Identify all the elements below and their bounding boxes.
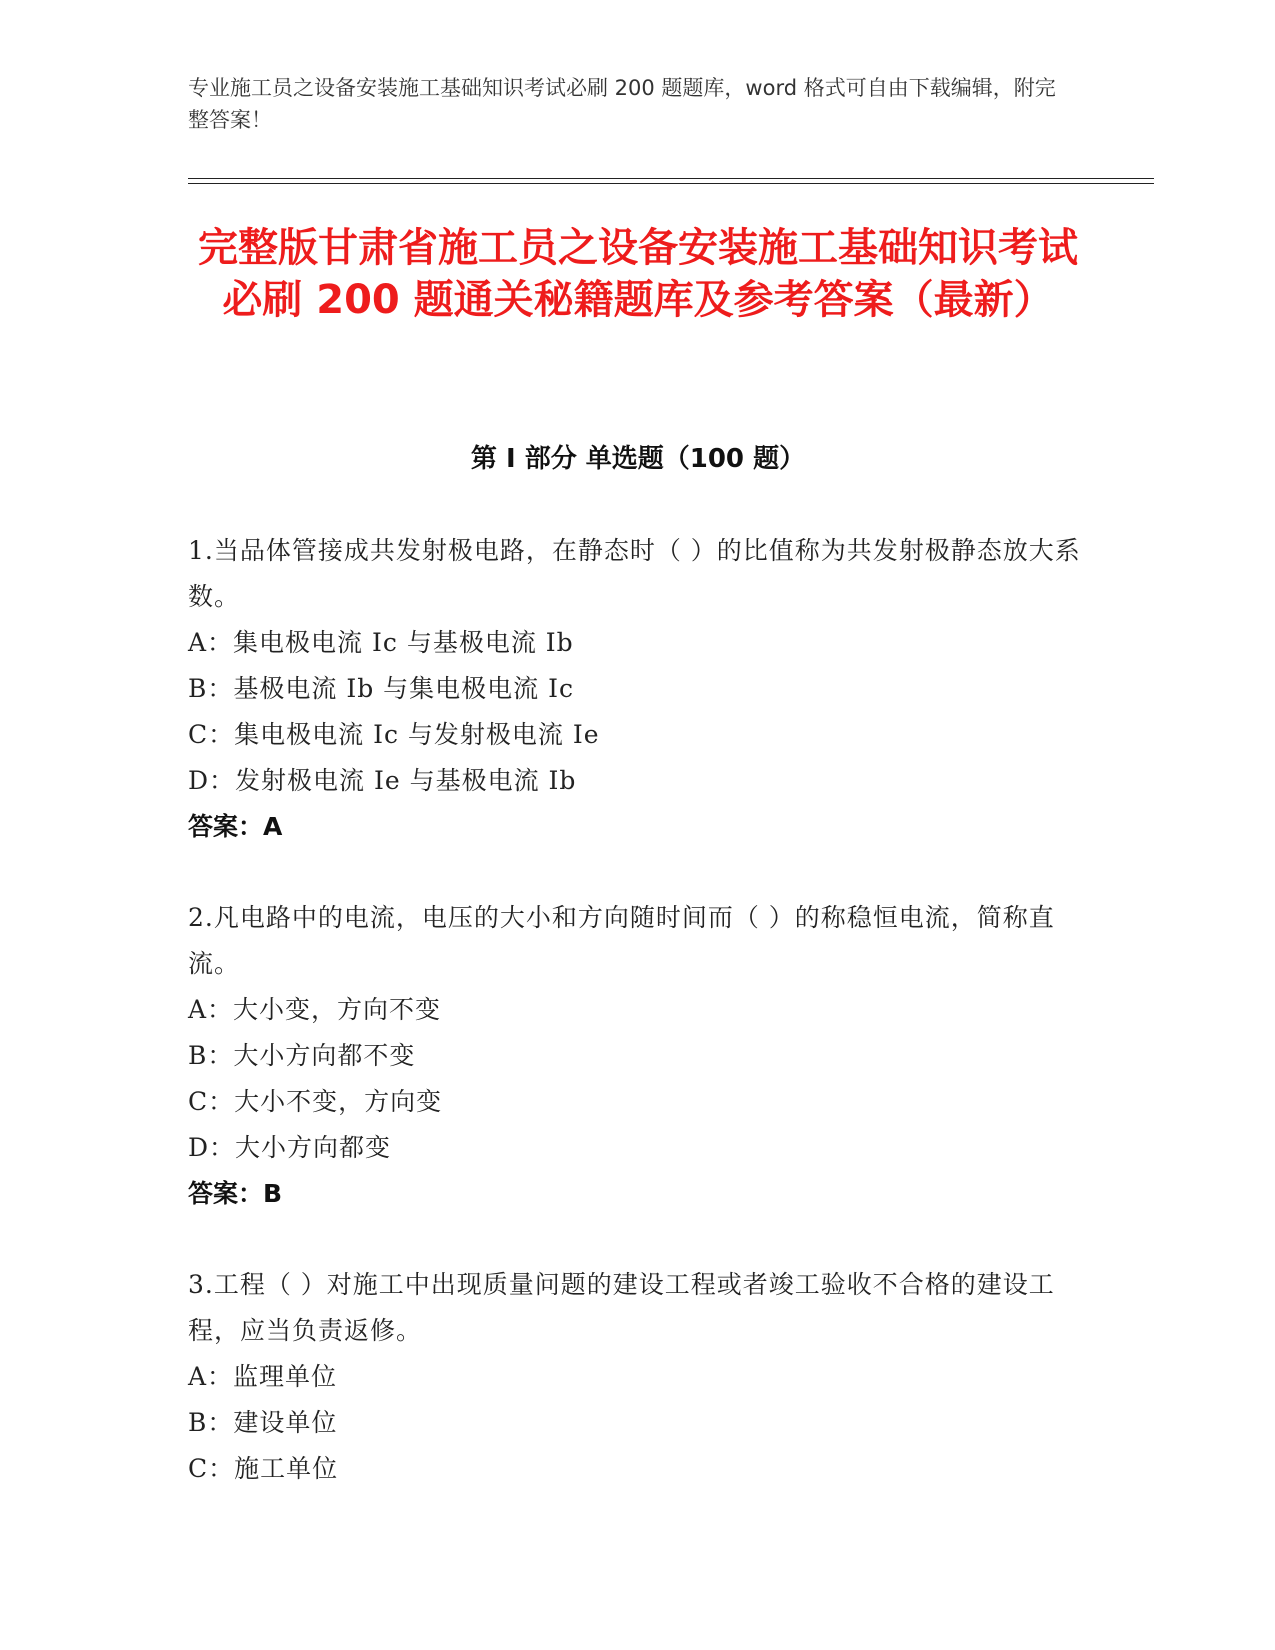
answer-label: 答案：B	[188, 1179, 283, 1208]
option-a: A：大小变，方向不变	[188, 995, 442, 1024]
option-b: B：建设单位	[188, 1408, 338, 1437]
question-1	[188, 528, 1088, 850]
option-d: D：大小方向都变	[188, 1133, 392, 1162]
option-b: B：基极电流 Ib 与集电极电流 Ic	[188, 674, 574, 703]
question-stem: 1.当品体管接成共发射极电路，在静态时（ ）的比值称为共发射极静态放大系数。	[188, 536, 1081, 611]
option-c: C：集电极电流 Ic 与发射极电流 Ie	[188, 720, 600, 749]
header-rule-top	[188, 178, 1154, 179]
option-a: A：集电极电流 Ic 与基极电流 Ib	[188, 628, 574, 657]
option-b: B：大小方向都不变	[188, 1041, 416, 1070]
question-2	[188, 895, 1088, 1217]
header-rule-bottom	[188, 183, 1154, 184]
section-title: 第 I 部分 单选题（100 题）	[470, 444, 806, 474]
option-d: D：发射极电流 Ie 与基极电流 Ib	[188, 766, 577, 795]
question-stem: 2.凡电路中的电流，电压的大小和方向随时间而（ ）的称稳恒电流，简称直流。	[188, 903, 1055, 978]
question-3	[188, 1262, 1088, 1492]
option-c: C：大小不变，方向变	[188, 1087, 443, 1116]
option-a: A：监理单位	[188, 1362, 338, 1391]
question-list	[188, 528, 1088, 1537]
option-c: C：施工单位	[188, 1454, 339, 1483]
document-title: 完整版甘肃省施工员之设备安装施工基础知识考试必刷 200 题通关秘籍题库及参考答案（最新）	[198, 225, 1078, 323]
answer-label: 答案：A	[188, 812, 283, 841]
question-stem: 3.工程（ ）对施工中出现质量问题的建设工程或者竣工验收不合格的建设工程，应当负责返修。	[188, 1270, 1055, 1345]
header-note: 专业施工员之设备安装施工基础知识考试必刷 200 题题库，word 格式可自由下载编辑，附完整答案！	[188, 76, 1056, 132]
